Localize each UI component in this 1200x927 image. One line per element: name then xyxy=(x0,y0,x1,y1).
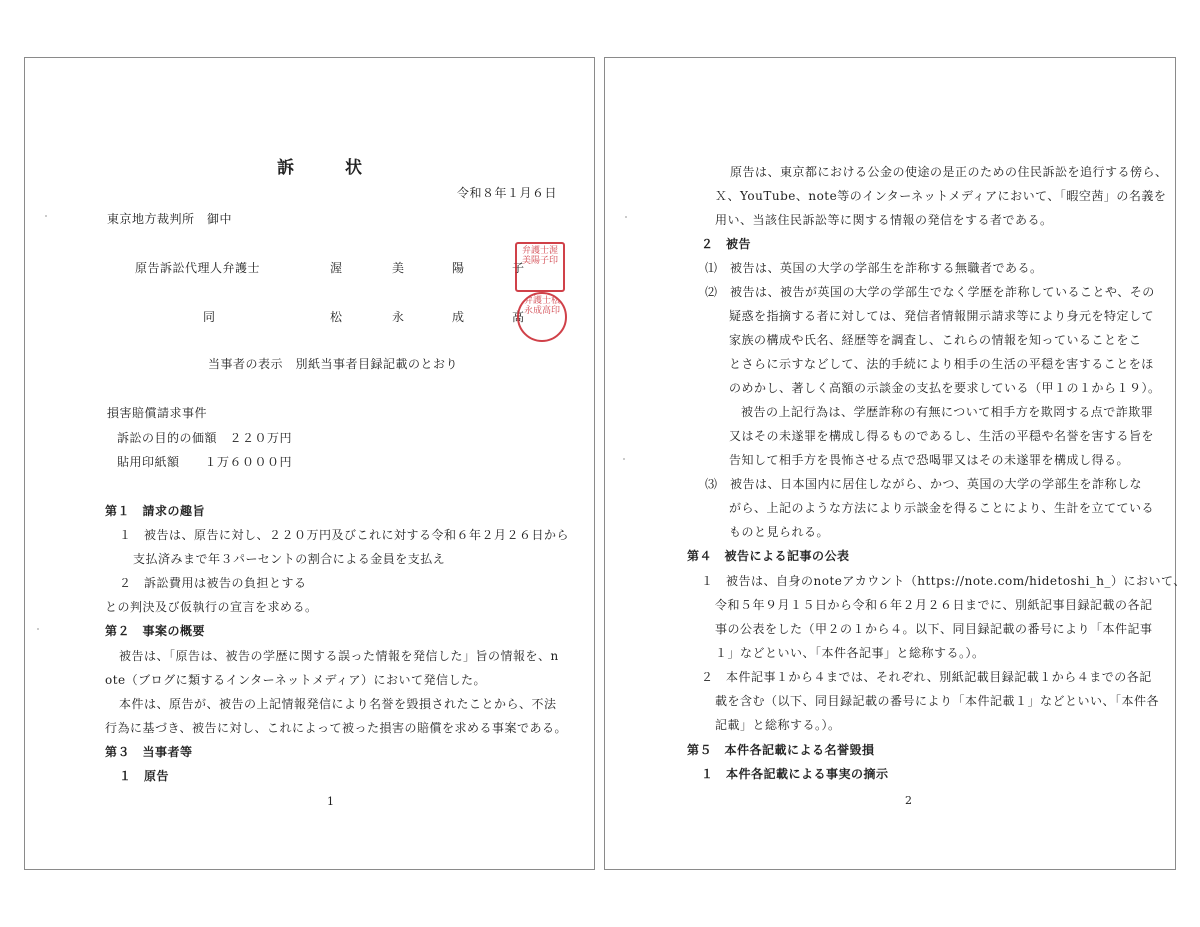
attorney2-name-char: 松 xyxy=(330,310,343,324)
attorney2-name-char: 高 xyxy=(512,310,525,324)
text-line: 記載」と総称する。）。 xyxy=(715,718,841,732)
text-line: ote（ブログに類するインターネットメディア）において発信した。 xyxy=(105,673,486,687)
section-4-heading: 第４ 被告による記事の公表 xyxy=(687,549,850,563)
attorney-seal: 弁護士渥美陽子印 xyxy=(515,242,565,292)
text-line: ２ 本件記事１から４までは、それぞれ、別紙記載目録記載１から４までの各記 xyxy=(701,670,1152,684)
attorney-name-char: 子 xyxy=(512,261,525,275)
text-line: とさらに示すなどして、法的手続により相手の生活の平穏を害することをほ xyxy=(729,357,1154,371)
attorney-name-char: 渥 xyxy=(330,261,343,275)
text-line: 用い、当該住民訴訟等に関する情報の発信をする者である。 xyxy=(715,213,1053,227)
page-number: 2 xyxy=(905,794,913,807)
text-line: 告知して相手方を畏怖させる点で恐喝罪又はその未遂罪を構成し得る。 xyxy=(729,453,1130,467)
stamp-fee: 貼用印紙額 １万６０００円 xyxy=(117,455,293,469)
attorney2-seal: 弁護士松永成高印 xyxy=(517,292,567,342)
filing-date: 令和８年１月６日 xyxy=(457,186,558,200)
text-line: ⑴ 被告は、英国の大学の学部生を詐称する無職者である。 xyxy=(705,261,1043,275)
text-line: ⑶ 被告は、日本国内に居住しながら、かつ、英国の大学の学部生を詐称しな xyxy=(705,477,1143,491)
section-1-heading: 第１ 請求の趣旨 xyxy=(105,504,206,518)
text-line: １ 被告は、原告に対し、２２０万円及びこれに対する令和６年２月２６日から xyxy=(119,528,570,542)
text-line: 支払済みまで年３パーセントの割合による金員を支払え xyxy=(133,552,446,566)
text-line: ２ 訴訟費用は被告の負担とする xyxy=(119,576,307,590)
text-line: 又はその未遂罪を構成し得るものであるし、生活の平穏や名誉を害する旨を xyxy=(729,429,1155,443)
text-line: ものと見られる。 xyxy=(729,525,830,539)
text-line: 疑惑を指摘する者に対しては、発信者情報開示請求等により身元を特定して xyxy=(729,309,1155,323)
court-addressee: 東京地方裁判所 御中 xyxy=(107,212,233,226)
complaint-page-2 xyxy=(604,57,1186,870)
sub-heading-defendant: ２ 被告 xyxy=(701,237,752,251)
text-line: 事の公表をした（甲２の１から４。以下、同目録記載の番号により「本件記事 xyxy=(715,622,1153,636)
text-line: 被告の上記行為は、学歴詐称の有無について相手方を欺罔する点で詐欺罪 xyxy=(741,405,1154,419)
text-line: 家族の構成や氏名、経歴等を調査し、これらの情報を知っていることをこ xyxy=(729,333,1142,347)
section-3-sub-heading: １ 原告 xyxy=(119,769,170,783)
text-line: 行為に基づき、被告に対し、これによって被った損害の賠償を求める事案である。 xyxy=(105,721,568,735)
text-line: ⑵ 被告は、被告が英国の大学の学部生でなく学歴を詐称していることや、その xyxy=(705,285,1155,299)
case-name: 損害賠償請求事件 xyxy=(107,406,208,420)
text-line: 令和５年９月１５日から令和６年２月２６日までに、別紙記事目録記載の各記 xyxy=(715,598,1153,612)
attorney2-name-char: 永 xyxy=(392,310,405,324)
text-line: １ 被告は、自身のnoteアカウント（https://note.com/hidetoshi_h_）において、 xyxy=(701,574,1186,588)
text-line: 原告は、東京都における公金の使途の是正のための住民訴訟を追行する傍ら、 xyxy=(730,165,1168,179)
attorney-name-char: 美 xyxy=(392,261,405,275)
text-line: がら、上記のような方法により示談金を得ることにより、生計を立てている xyxy=(729,501,1155,515)
attorney-role: 原告訴訟代理人弁護士 xyxy=(135,261,261,275)
text-line: １」などといい、「本件各記事」と総称する。）。 xyxy=(715,646,985,660)
text-line: のめかし、著しく高額の示談金の支払を要求している（甲１の１から１９）。 xyxy=(729,381,1161,395)
text-line: との判決及び仮執行の宣言を求める。 xyxy=(105,600,318,614)
document-title: 訴 状 xyxy=(277,158,362,178)
section-3-heading: 第３ 当事者等 xyxy=(105,745,193,759)
text-line: 被告は、「原告は、被告の学歴に関する誤った情報を発信した」旨の情報を、n xyxy=(119,649,559,663)
section-5-heading: 第５ 本件各記載による名誉毀損 xyxy=(687,743,875,757)
text-line: 本件は、原告が、被告の上記情報発信により名誉を毀損されたことから、不法 xyxy=(119,697,557,711)
same-label: 同 xyxy=(203,310,216,324)
attorney-name-char: 陽 xyxy=(452,261,465,275)
attorney2-name-char: 成 xyxy=(452,310,465,324)
complaint-page-1 xyxy=(24,57,595,870)
page-number: 1 xyxy=(327,795,335,808)
section-2-heading: 第２ 事案の概要 xyxy=(105,624,206,638)
parties-statement: 当事者の表示 別紙当事者目録記載のとおり xyxy=(208,357,459,371)
text-line: Ｘ、YouTube、note等のインターネットメディアにおいて、「暇空茜」の名義を xyxy=(715,189,1167,203)
text-line: 載を含む（以下、同目録記載の番号により「本件記載１」などといい、「本件各 xyxy=(715,694,1160,708)
section-5-sub-heading: １ 本件各記載による事実の摘示 xyxy=(701,767,889,781)
claim-value: 訴訟の目的の価額 ２２０万円 xyxy=(117,431,293,445)
